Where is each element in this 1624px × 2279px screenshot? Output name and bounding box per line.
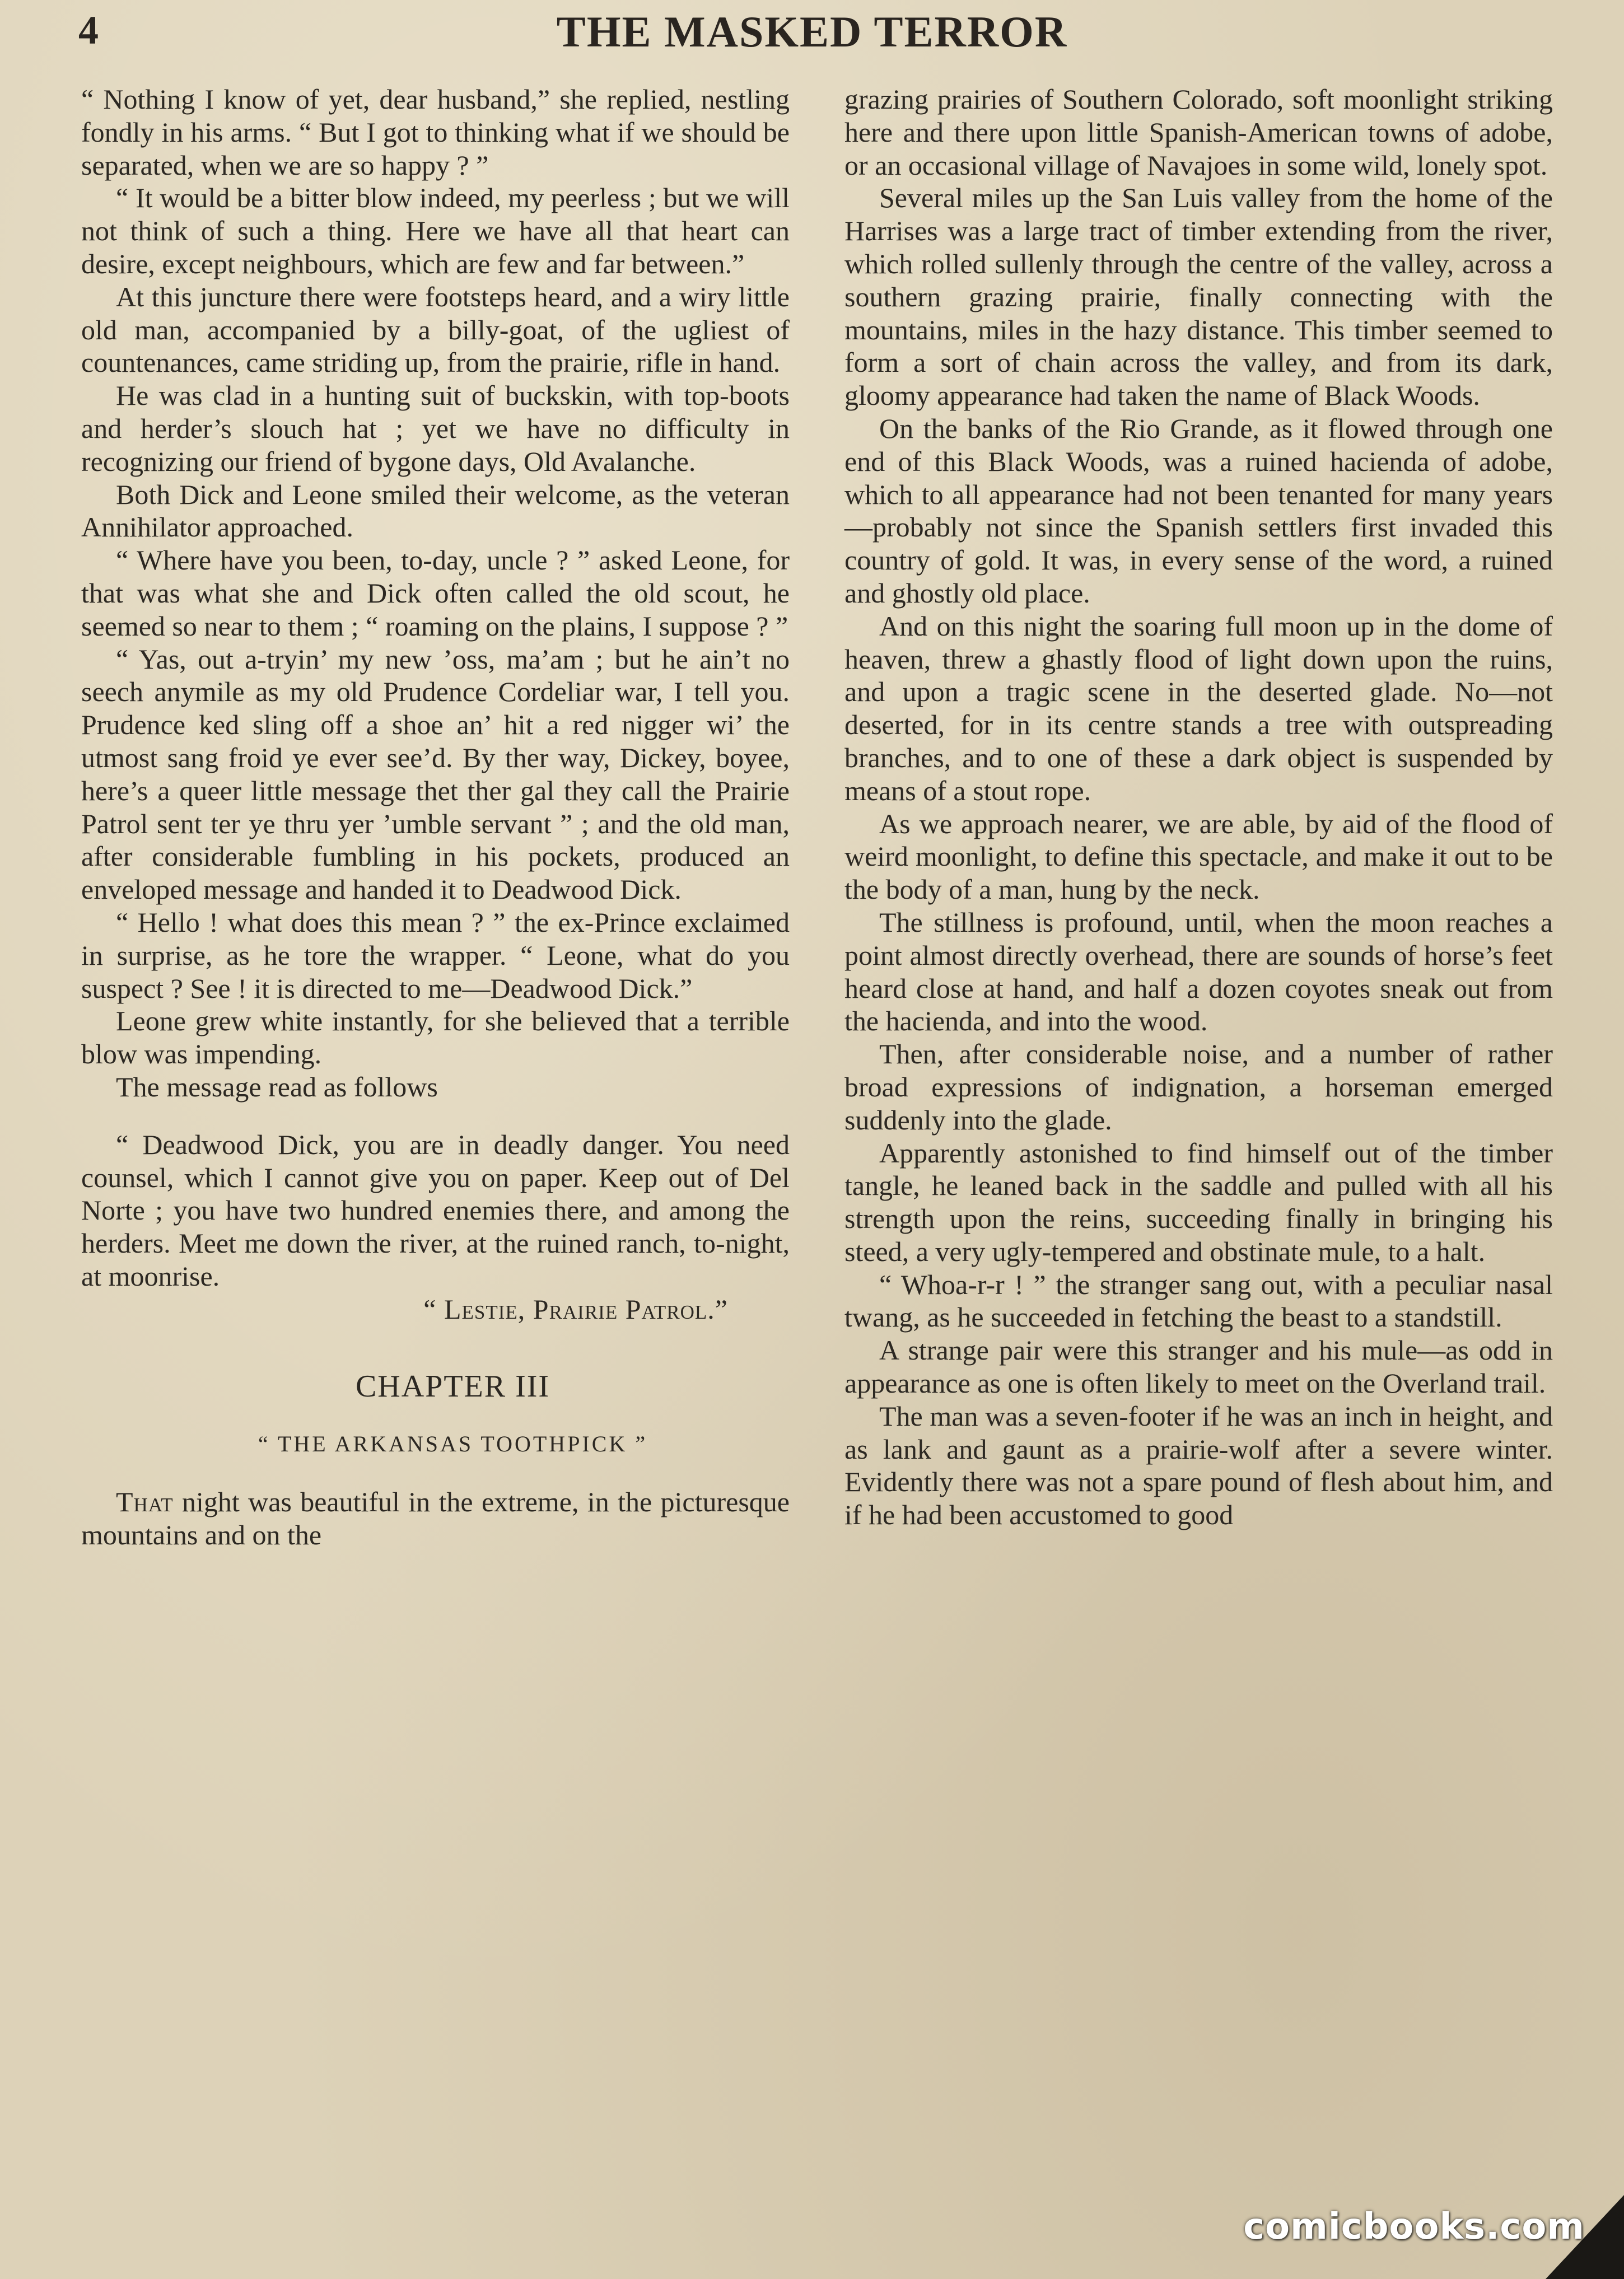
chapter-heading: CHAPTER III [355,1369,550,1404]
paragraph: “ Where have you been, to-day, uncle ? ” asked Leone, for that was what she and Dick often called the old scout, he seemed so near to them ; “ roaming on the plains, I suppose ? ” [81,544,790,642]
paragraph: “ Hello ! what does this mean ? ” the ex-Prince exclaimed in surprise, as he tore the wrapper. “ Leone, what do you suspect ? See ! it is directed to me—Deadwood Dick.” [81,906,790,1004]
paragraph: At this juncture there were footsteps heard, and a wiry little old man, accompanied by a billy-goat, of the ugliest of countenances, came striding up, from the prairie, rifle in hand. [81,281,790,379]
spacer [81,1403,790,1428]
paragraph: And on this night the soaring full moon up in the dome of heaven, threw a ghastly flood of light down upon the ruins, and upon a tragic scene in the deserted glade. No—not deserted, for in its centre stands a tree with outspreading branches, and to one of these a dark object is suspended by means of a stout rope. [844,610,1553,806]
paragraph: A strange pair were this stranger and his mule—as odd in appearance as one is often likely to meet on the Overland trail. [844,1334,1553,1399]
paragraph: As we approach nearer, we are able, by aid of the flood of weird moonlight, to define this spectacle, and make it out to be the body of a man, hung by the neck. [844,807,1553,905]
paragraph: Leone grew white instantly, for she believed that a terrible blow was impending. [81,1005,790,1070]
paragraph: Then, after considerable noise, and a number of rather broad expressions of indignation, a horseman emerged suddenly into the glade. [844,1038,1553,1136]
paragraph: “ Nothing I know of yet, dear husband,” she replied, nestling fondly in his arms. “ But I got to thinking what if we should be separated, when we are so happy ? ” [81,83,790,181]
paragraph: “ Yas, out a-tryin’ my new ’oss, ma’am ; but he ain’t no seech anymile as my old Prudence Cordeliar war, I tell you. Prudence ked sling off a shoe an’ hit a red nigger wi’ the utmost sang froid ye ever see’d. By ther way, Dickey, boyee, here’s a queer little message thet ther gal they call the Prairie Patrol sent ter ye thru yer ’umble servant ” ; and the old man, after considerable fumbling in his pockets, produced an enveloped message and handed it to Deadwood Dick. [81,643,790,905]
paragraph: Several miles up the San Luis valley from the home of the Harrises was a large tract of timber extending from the river, which rolled sullenly through the centre of the valley, across a southern grazing prairie, finally connecting with the mountains, miles in the hazy distance. This timber seemed to form a sort of chain across the valley, and from its dark, gloomy appearance had taken the name of Black Woods. [844,182,1553,412]
paragraph: “ It would be a bitter blow indeed, my peerless ; but we will not think of such a thing. Here we have all that heart can desire, except neighbours, which are few and far between.” [81,182,790,279]
paragraph: Apparently astonished to find himself out of the timber tangle, he leaned back in the saddle and pulled with all his strength upon the reins, succeeding finally in bringing his steed, a very ugly-tempered and obstinate mule, to a halt. [844,1137,1553,1267]
message-text: “ Deadwood Dick, you are in deadly danger. You need counsel, which I cannot give you on paper. Keep out of Del Norte ; you have two hundred enemies there, and among the herders. Meet me down the river, at the ruined ranch, to-night, at moonrise. [81,1128,790,1292]
page-header [0,0,1624,84]
paragraph: He was clad in a hunting suit of buckskin, with top-boots and herder’s slouch hat ; yet we have no difficulty in recognizing our friend of bygone days, Old Avalanche. [81,380,790,477]
paragraph: grazing prairies of Southern Colorado, soft moonlight striking here and there upon little Spanish-American towns of adobe, or an occasional village of Navajoes in some wild, lonely spot. [844,83,1553,181]
spacer [81,1461,790,1486]
chapter-opening [81,1486,790,1552]
chapter-opening-text: night was beautiful in the extreme, in the picturesque mountains and on the [81,1486,790,1551]
right-column [844,83,1553,1531]
paragraph: Both Dick and Leone smiled their welcome, as the veteran Annihilator approached. [81,478,790,543]
watermark: comicbooks.com [1243,2206,1585,2248]
paragraph: The man was a seven-footer if he was an inch in height, and as lank and gaunt as a prairie-wolf after a severe winter. Evidently there was not a spare pound of flesh about him, and if he had been accustomed to good [844,1400,1553,1531]
paragraph: “ Whoa-r-r ! ” the stranger sang out, with a peculiar nasal twang, as he succeeded in fetching the beast to a standstill. [844,1268,1553,1333]
chapter-title: “ THE ARKANSAS TOOTHPICK ” [258,1431,648,1457]
running-title: THE MASKED TERROR [556,7,1068,56]
page-number: 4 [78,8,99,53]
paragraph: The stillness is profound, until, when the moon reaches a point almost directly overhead, there are sounds of horse’s feet heard close at hand, and half a dozen coyotes sneak out from the hacienda, and into the wood. [844,906,1553,1037]
spacer [81,1325,790,1370]
paragraph: The message read as follows [116,1071,438,1103]
paragraph: On the banks of the Rio Grande, as it flowed through one end of this Black Woods, was a ruined hacienda of adobe, which to all appearance had not been tenanted for many years—probably not since the Spanish settlers first invaded this country of gold. It was, in every sense of the word, a ruined and ghostly old place. [844,412,1553,609]
message-signature: “ Lestie, Prairie Patrol.” [423,1293,728,1325]
spacer [81,1104,790,1128]
chapter-lead-word: That [116,1486,174,1518]
left-column [81,83,790,1552]
